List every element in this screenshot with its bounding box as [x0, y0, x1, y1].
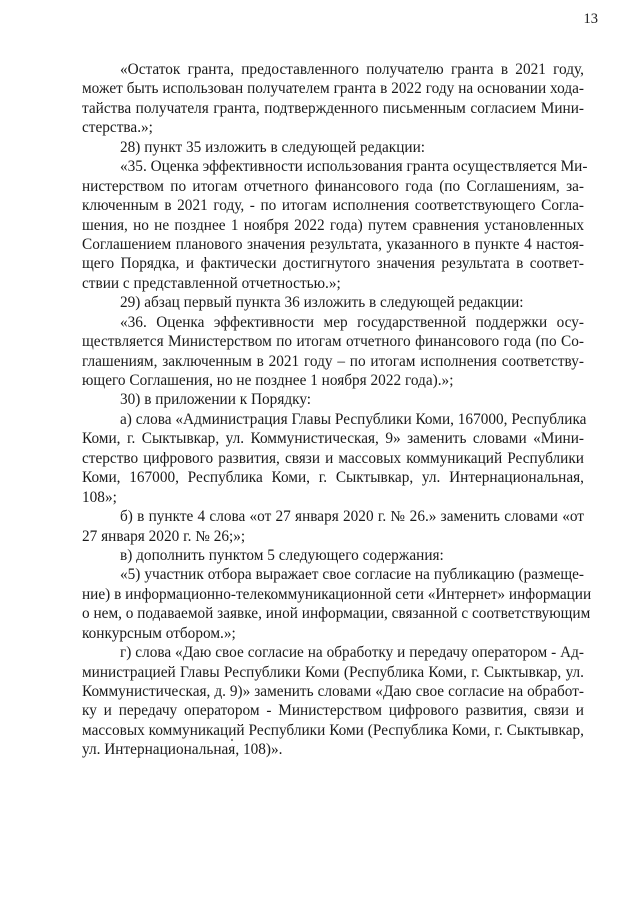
text-line: Коми, г. Сыктывкар, ул. Коммунистическая, 9» заменить словами «Мини-: [82, 430, 584, 448]
text-line: а) слова «Администрация Главы Республики Коми, 167000, Республика: [120, 410, 587, 428]
text-line: нистерством по итогам отчетного финансового года (по Соглашениям, за-: [82, 177, 584, 195]
text-line: ул. Интернациональная, 108)».: [82, 741, 283, 759]
document-body: [82, 60, 592, 760]
text-line: тайства получателя гранта, подтвержденного письменным согласием Мини-: [82, 99, 584, 117]
scan-speck: [231, 739, 233, 741]
text-line: ществляется Министерством по итогам отчетного финансового года (по Со-: [82, 333, 584, 351]
text-line: может быть использован получателем гранта в 2022 году на основании хода-: [82, 80, 584, 98]
text-line: министрацией Главы Республики Коми (Республика Коми, г. Сыктывкар, ул.: [82, 663, 584, 681]
text-line: «35. Оценка эффективности использования гранта осуществляется Ми-: [120, 158, 588, 176]
text-line: 29) абзац первый пункта 36 изложить в следующей редакции:: [120, 294, 524, 312]
text-line: Соглашением планового значения результата, указанного в пункте 4 настоя-: [82, 235, 584, 253]
text-line: в) дополнить пунктом 5 следующего содержания:: [120, 546, 444, 564]
text-line: стерства.»;: [82, 119, 153, 137]
text-line: 27 января 2020 г. № 26;»;: [82, 527, 246, 545]
text-line: 108»;: [82, 488, 117, 506]
text-line: о нем, о подаваемой заявке, иной информации, связанной с соответствующим: [82, 605, 591, 623]
text-line: ние) в информационно-телекоммуникационной сети «Интернет» информации: [82, 585, 592, 603]
text-line: стерство цифрового развития, связи и массовых коммуникаций Республики: [82, 449, 584, 467]
text-line: г) слова «Даю свое согласие на обработку и передачу оператором - Ад-: [120, 644, 584, 662]
text-line: ствии с представленной отчетностью.»;: [82, 274, 341, 292]
text-line: шения, но не позднее 1 ноября 2022 года) путем сравнения установленных: [82, 216, 584, 234]
text-line: глашениям, заключенным в 2021 году – по итогам исполнения соответству-: [82, 352, 584, 370]
text-line: конкурсным отбором.»;: [82, 624, 236, 642]
text-line: Коммунистическая, д. 9)» заменить словами «Даю свое согласие на обработ-: [82, 683, 584, 700]
text-line: «5) участник отбора выражает свое согласие на публикацию (размеще-: [120, 566, 584, 584]
page-number: 13: [583, 11, 598, 27]
text-line: ключенным в 2021 году, - по итогам исполнения соответствующего Согла-: [82, 197, 584, 215]
text-line: «Остаток гранта, предоставленного получателю гранта в 2021 году,: [120, 61, 584, 78]
text-line: массовых коммуникаций Республики Коми (Республика Коми, г. Сыктывкар,: [82, 721, 584, 739]
text-line: Коми, 167000, Республика Коми, г. Сыктывкар, ул. Интернациональная,: [82, 469, 584, 487]
text-line: 28) пункт 35 изложить в следующей редакции:: [120, 138, 426, 156]
text-line: б) в пункте 4 слова «от 27 января 2020 г. № 26.» заменить словами «от: [120, 508, 584, 526]
text-line: «36. Оценка эффективности мер государственной поддержки осу-: [120, 313, 584, 331]
text-line: 30) в приложении к Порядку:: [120, 391, 312, 409]
text-line: щего Порядка, и фактически достигнутого значения результата в соответ-: [82, 255, 584, 273]
text-line: ющего Соглашения, но не позднее 1 ноября 2022 года).»;: [82, 372, 454, 389]
text-line: ку и передачу оператором - Министерством цифрового развития, связи и: [82, 702, 584, 720]
